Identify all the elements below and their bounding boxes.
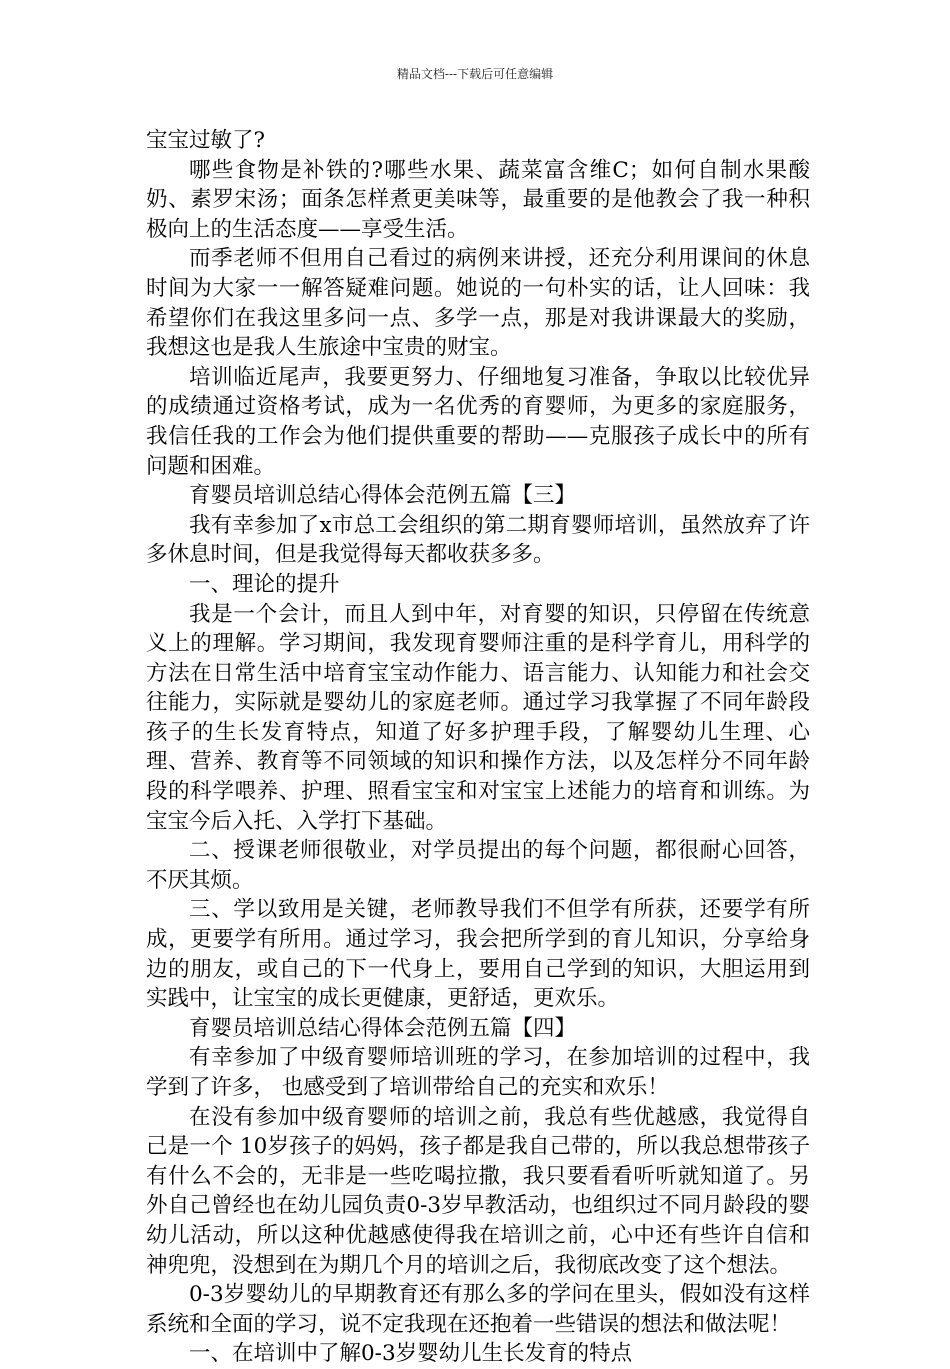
section-heading: 育婴员培训总结心得体会范例五篇【四】: [189, 1015, 577, 1041]
section-heading: 育婴员培训总结心得体会范例五篇【三】: [189, 483, 577, 509]
paragraph: 我有幸参加了x市总工会组织的第二期育婴师培训，虽然放弃了许多休息时间，但是我觉得每天都收获多多。: [146, 512, 810, 568]
page-header: 精品文档---下载后可任意编辑: [396, 67, 554, 81]
document-body: [146, 126, 810, 1369]
paragraph: 培训临近尾声，我要更努力、仔细地复习准备，争取以比较优异的成绩通过资格考试，成为一名优秀的育婴师，为更多的家庭服务，我信任我的工作会为他们提供重要的帮助——克服孩子成长中的所有问题和困难。: [146, 364, 810, 479]
paragraph: 二、授课老师很敬业，对学员提出的每个问题，都很耐心回答，不厌其烦。: [146, 838, 810, 893]
subsection-heading: 一、在培训中了解0-3岁婴幼儿生长发育的特点: [189, 1341, 633, 1367]
paragraph-continuation: 宝宝过敏了?: [146, 128, 266, 153]
paragraph: 0-3岁婴幼儿的早期教育还有那么多的学问在里头，假如没有这样系统和全面的学习，说不定我现在还抱着一些错误的想法和做法呢！: [146, 1282, 810, 1337]
paragraph: 而季老师不但用自己看过的病例来讲授，还充分利用课间的休息时间为大家一一解答疑难问题。她说的一句朴实的话，让人回味：我希望你们在我这里多问一点、多学一点，那是对我讲课最大的奖励，我想这也是我人生旅途中宝贵的财宝。: [146, 246, 810, 361]
subsection-heading: 一、理论的提升: [189, 571, 340, 597]
paragraph: 我是一个会计，而且人到中年，对育婴的知识，只停留在传统意义上的理解。学习期间，我发现育婴师注重的是科学育儿，用科学的方法在日常生活中培育宝宝动作能力、语言能力、认知能力和社会交往能力，实际就是婴幼儿的家庭老师。通过学习我掌握了不同年龄段孩子的生长发育特点，知道了好多护理手段，了解婴幼儿生理、心理、营养、教育等不同领域的知识和操作方法，以及怎样分不同年龄段的科学喂养、护理、照看宝宝和对宝宝上述能力的培育和训练。为宝宝今后入托、入学打下基础。: [146, 601, 810, 834]
paragraph: 有幸参加了中级育婴师培训班的学习，在参加培训的过程中，我学到了许多， 也感受到了培训带给自己的充实和欢乐！: [146, 1045, 810, 1100]
paragraph: 三、学以致用是关键，老师教导我们不但学有所获，还要学有所成，更要学有所用。通过学习，我会把所学到的育儿知识，分享给身边的朋友，或自己的下一代身上，要用自己学到的知识，大胆运用到实践中，让宝宝的成长更健康，更舒适，更欢乐。: [146, 897, 810, 1012]
paragraph: 哪些食物是补铁的?哪些水果、蔬菜富含维C；如何自制水果酸奶、素罗宋汤；面条怎样煮更美味等，最重要的是他教会了我一种积极向上的生活态度——享受生活。: [146, 157, 810, 242]
paragraph: 在没有参加中级育婴师的培训之前，我总有些优越感，我觉得自己是一个 10岁孩子的妈妈，孩子都是我自己带的，所以我总想带孩子有什么不会的，无非是一些吃喝拉撒，我只要看看听听就知道了。另外自己曾经也在幼儿园负责0-3岁早教活动，也组织过不同月龄段的婴幼儿活动，所以这种优越感使得我在培训之前，心中还有些许自信和神兜兜，没想到在为期几个月的培训之后，我彻底改变了这个想法。: [146, 1104, 810, 1278]
